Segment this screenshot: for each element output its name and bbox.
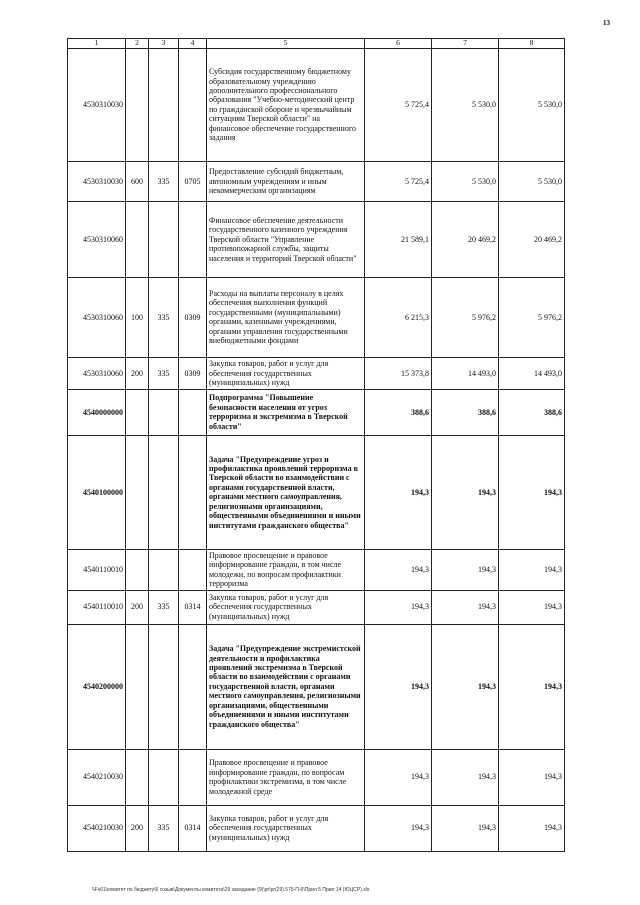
administrator-cell: 335 — [149, 161, 179, 201]
item-name-cell: Закупка товаров, работ и услуг для обеспечения государственных (муниципальных) нужд — [207, 590, 365, 624]
section-cell: 0309 — [179, 277, 207, 357]
table-row — [68, 805, 565, 851]
administrator-cell: 335 — [149, 805, 179, 851]
expense-type-cell — [126, 549, 149, 590]
kbk-code-cell: 4530310060 — [68, 201, 126, 277]
item-name-cell: Финансовое обеспечение деятельности государственного казенного учреждения Тверской области "Управление противопожарной службы, защиты населения и территорий Тверской области" — [207, 201, 365, 277]
administrator-cell — [149, 435, 179, 549]
section-cell — [179, 389, 207, 435]
amount-col6-cell: 194,3 — [365, 624, 432, 749]
header-cell-3: 3 — [149, 39, 179, 49]
section-cell — [179, 435, 207, 549]
kbk-code-cell: 4540210030 — [68, 749, 126, 805]
administrator-cell — [149, 48, 179, 161]
expense-type-cell: 600 — [126, 161, 149, 201]
administrator-cell — [149, 201, 179, 277]
amount-col7-cell: 194,3 — [432, 749, 499, 805]
amount-col7-cell: 194,3 — [432, 805, 499, 851]
section-cell — [179, 624, 207, 749]
budget-table — [67, 38, 565, 852]
amount-col8-cell: 5 976,2 — [499, 277, 565, 357]
item-name-cell: Правовое просвещение и правовое информирование граждан, по вопросам профилактики экстремизма, в том числе молодежной среде — [207, 749, 365, 805]
amount-col7-cell: 5 530,0 — [432, 161, 499, 201]
administrator-cell — [149, 549, 179, 590]
expense-type-cell — [126, 48, 149, 161]
item-name-cell: Задача "Предупреждение экстремистской деятельности и профилактика проявлений экстремизма в Тверской области во взаимодействии с органами государственной власти, органами местного самоуправления, религиозными организациями, общественными объединениями и иными институтами гражданского общества" — [207, 624, 365, 749]
amount-col8-cell: 14 493,0 — [499, 357, 565, 389]
kbk-code-cell: 4540110010 — [68, 549, 126, 590]
file-path-footer: \\Fs01\комитет по бюджету\6 созыв\Документы комитета\29 заседание (9)\pr\pr(29).575-П-6\Прил 5 Прил 14 (ЮЦСР).xls — [92, 887, 370, 893]
amount-col8-cell: 194,3 — [499, 805, 565, 851]
amount-col8-cell: 194,3 — [499, 624, 565, 749]
administrator-cell — [149, 624, 179, 749]
administrator-cell — [149, 389, 179, 435]
header-cell-6: 6 — [365, 39, 432, 49]
item-name-cell: Закупка товаров, работ и услуг для обеспечения государственных (муниципальных) нужд — [207, 357, 365, 389]
amount-col6-cell: 21 589,1 — [365, 201, 432, 277]
kbk-code-cell: 4530310030 — [68, 161, 126, 201]
item-name-cell: Задача "Предупреждение угроз и профилактика проявлений терроризма в Тверской области во взаимодействии с органами государственной власти, органами местного самоуправления, религиозными организациями, общественными объединениями и иными институтами гражданского общества" — [207, 435, 365, 549]
amount-col8-cell: 5 530,0 — [499, 48, 565, 161]
amount-col6-cell: 194,3 — [365, 435, 432, 549]
table-row — [68, 624, 565, 749]
administrator-cell: 335 — [149, 277, 179, 357]
section-cell — [179, 201, 207, 277]
item-name-cell: Субсидия государственному бюджетному образовательному учреждению дополнительного профессионального образования "Учебно-методический центр по гражданской обороне и чрезвычайным ситуациям Тверской области" на финансовое обеспечение государственного задания — [207, 48, 365, 161]
table-row — [68, 357, 565, 389]
amount-col7-cell: 388,6 — [432, 389, 499, 435]
kbk-code-cell: 4530310060 — [68, 277, 126, 357]
amount-col6-cell: 194,3 — [365, 590, 432, 624]
kbk-code-cell: 4530310030 — [68, 48, 126, 161]
header-row — [68, 39, 565, 49]
header-cell-4: 4 — [179, 39, 207, 49]
amount-col6-cell: 5 725,4 — [365, 161, 432, 201]
header-cell-8: 8 — [499, 39, 565, 49]
amount-col6-cell: 5 725,4 — [365, 48, 432, 161]
amount-col7-cell: 5 530,0 — [432, 48, 499, 161]
expense-type-cell — [126, 435, 149, 549]
kbk-code-cell: 4540110010 — [68, 590, 126, 624]
header-cell-7: 7 — [432, 39, 499, 49]
section-cell: 0309 — [179, 357, 207, 389]
table-row — [68, 549, 565, 590]
amount-col7-cell: 194,3 — [432, 549, 499, 590]
expense-type-cell: 200 — [126, 590, 149, 624]
administrator-cell — [149, 749, 179, 805]
item-name-cell: Подпрограмма "Повышение безопасности населения от угроз терроризма и экстремизма в Тверской области" — [207, 389, 365, 435]
amount-col7-cell: 14 493,0 — [432, 357, 499, 389]
expense-type-cell — [126, 201, 149, 277]
amount-col7-cell: 194,3 — [432, 435, 499, 549]
section-cell: 0314 — [179, 590, 207, 624]
amount-col8-cell: 194,3 — [499, 749, 565, 805]
amount-col6-cell: 388,6 — [365, 389, 432, 435]
section-cell — [179, 549, 207, 590]
amount-col6-cell: 15 373,8 — [365, 357, 432, 389]
table-row — [68, 749, 565, 805]
page-number: 13 — [603, 19, 610, 27]
amount-col7-cell: 194,3 — [432, 590, 499, 624]
item-name-cell: Правовое просвещение и правовое информирование граждан, в том числе молодежи, по вопросам профилактики терроризма — [207, 549, 365, 590]
table-body — [68, 39, 565, 852]
table-row — [68, 435, 565, 549]
amount-col7-cell: 5 976,2 — [432, 277, 499, 357]
amount-col8-cell: 194,3 — [499, 435, 565, 549]
header-cell-5: 5 — [207, 39, 365, 49]
table-row — [68, 201, 565, 277]
item-name-cell: Закупка товаров, работ и услуг для обеспечения государственных (муниципальных) нужд — [207, 805, 365, 851]
amount-col7-cell: 20 469,2 — [432, 201, 499, 277]
table-row — [68, 161, 565, 201]
table-row — [68, 277, 565, 357]
kbk-code-cell: 4530310060 — [68, 357, 126, 389]
amount-col6-cell: 6 215,3 — [365, 277, 432, 357]
amount-col7-cell: 194,3 — [432, 624, 499, 749]
item-name-cell: Расходы на выплаты персоналу в целях обеспечения выполнения функций государственными (муниципальными) органами, казенными учреждениями, органами управления государственными внебюджетными фондами — [207, 277, 365, 357]
kbk-code-cell: 4540000000 — [68, 389, 126, 435]
expense-type-cell: 200 — [126, 805, 149, 851]
header-cell-1: 1 — [68, 39, 126, 49]
expense-type-cell — [126, 389, 149, 435]
amount-col8-cell: 194,3 — [499, 549, 565, 590]
section-cell: 0314 — [179, 805, 207, 851]
amount-col6-cell: 194,3 — [365, 549, 432, 590]
amount-col8-cell: 5 530,0 — [499, 161, 565, 201]
item-name-cell: Предоставление субсидий бюджетным, автономным учреждениям и иным некоммерческим организациям — [207, 161, 365, 201]
amount-col6-cell: 194,3 — [365, 749, 432, 805]
amount-col8-cell: 20 469,2 — [499, 201, 565, 277]
expense-type-cell — [126, 749, 149, 805]
administrator-cell: 335 — [149, 590, 179, 624]
section-cell: 0705 — [179, 161, 207, 201]
expense-type-cell: 100 — [126, 277, 149, 357]
amount-col6-cell: 194,3 — [365, 805, 432, 851]
kbk-code-cell: 4540210030 — [68, 805, 126, 851]
table-row — [68, 590, 565, 624]
table-row — [68, 389, 565, 435]
expense-type-cell — [126, 624, 149, 749]
expense-type-cell: 200 — [126, 357, 149, 389]
administrator-cell: 335 — [149, 357, 179, 389]
section-cell — [179, 749, 207, 805]
amount-col8-cell: 194,3 — [499, 590, 565, 624]
kbk-code-cell: 4540100000 — [68, 435, 126, 549]
amount-col8-cell: 388,6 — [499, 389, 565, 435]
kbk-code-cell: 4540200000 — [68, 624, 126, 749]
table-row — [68, 48, 565, 161]
header-cell-2: 2 — [126, 39, 149, 49]
section-cell — [179, 48, 207, 161]
